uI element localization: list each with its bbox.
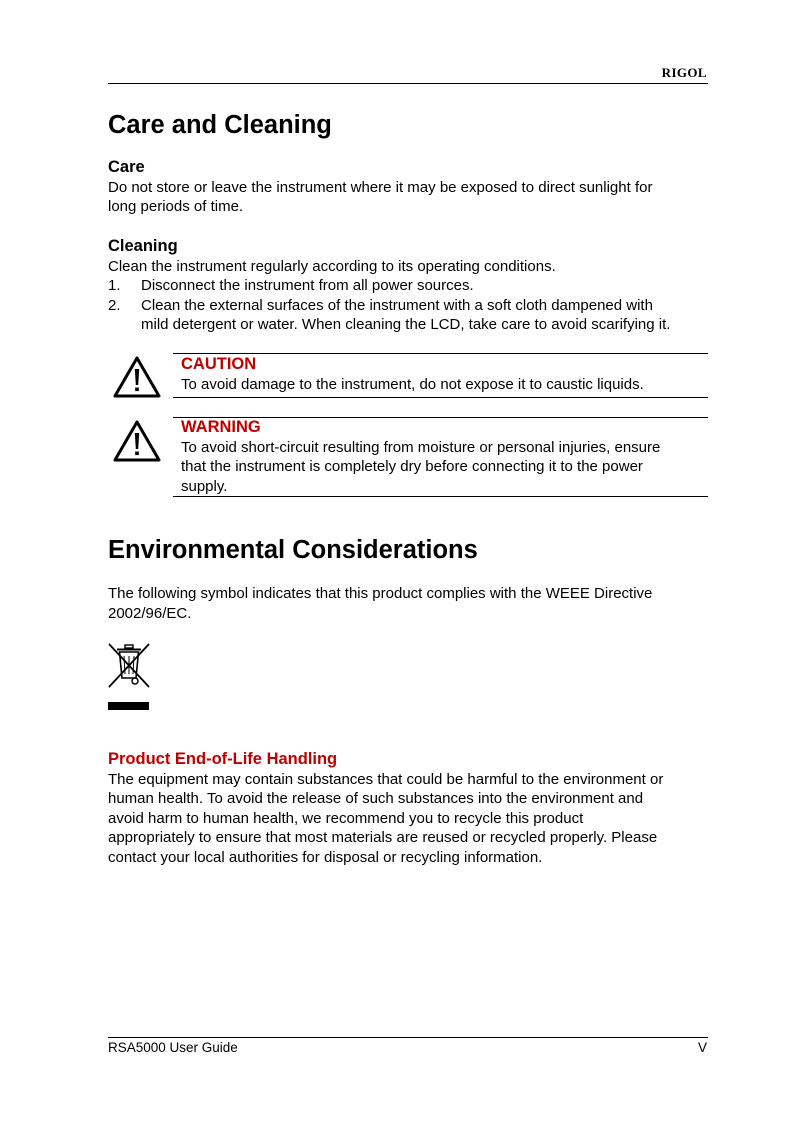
warning-triangle-icon [112,419,162,463]
cleaning-intro: Clean the instrument regularly according to its operating conditions. [108,257,556,275]
header-brand: RIGOL [661,65,707,80]
care-text-line: Do not store or leave the instrument where it may be exposed to direct sunlight for [108,178,653,196]
step-text-line: Disconnect the instrument from all power sources. [141,277,474,295]
cleaning-heading: Cleaning [108,237,178,255]
step-number: 1. [108,277,121,295]
caution-notice [173,353,708,398]
header-rule [108,83,708,84]
warning-text-line: supply. [181,477,228,495]
weee-intro [108,584,718,623]
footer-page-number: V [697,1040,707,1055]
care-heading: Care [108,158,145,176]
weee-intro-line: The following symbol indicates that this product complies with the WEEE Directive [108,585,653,602]
care-text-line: long periods of time. [108,198,244,216]
footer-rule [108,1037,708,1038]
step-text-line: mild detergent or water. When cleaning the LCD, take care to avoid scarifying it. [141,316,671,334]
eol-text-line: contact your local authorities for disposal or recycling information. [108,848,543,866]
caution-label: CAUTION [181,355,257,373]
cleaning-section [108,237,718,335]
step-text-line: Clean the external surfaces of the instrument with a soft cloth dampened with [141,296,653,314]
eol-text-line: The equipment may contain substances that could be harmful to the environment or [108,770,664,788]
weee-underline-bar [108,702,149,710]
eol-text-line: human health. To avoid the release of such substances into the environment and [108,790,644,808]
eol-heading: Product End-of-Life Handling [108,750,338,768]
step-text [141,296,670,335]
section-title-environmental: Environmental Considerations [108,536,478,564]
weee-crossed-bin-icon [107,642,151,689]
cleaning-step [108,276,718,296]
eol-text-line: appropriately to ensure that most materials are reused or recycled properly. Please [108,829,658,847]
eol-section [108,750,718,868]
step-text [141,276,474,296]
warning-notice [173,417,708,497]
warning-label: WARNING [181,418,261,436]
eol-text-line: avoid harm to human health, we recommend you to recycle this product [108,809,584,827]
caution-text-line: To avoid damage to the instrument, do not expose it to caustic liquids. [181,375,644,393]
cleaning-step [108,296,718,335]
weee-intro-line: 2002/96/EC. [108,604,192,622]
warning-text-line: that the instrument is completely dry before connecting it to the power [181,458,643,476]
warning-text-line: To avoid short-circuit resulting from moisture or personal injuries, ensure [181,438,661,456]
warning-triangle-icon [112,355,162,399]
footer-doc-title: RSA5000 User Guide [108,1040,238,1055]
care-section [108,158,718,217]
step-number: 2. [108,296,121,314]
section-title-care-cleaning: Care and Cleaning [108,111,332,139]
